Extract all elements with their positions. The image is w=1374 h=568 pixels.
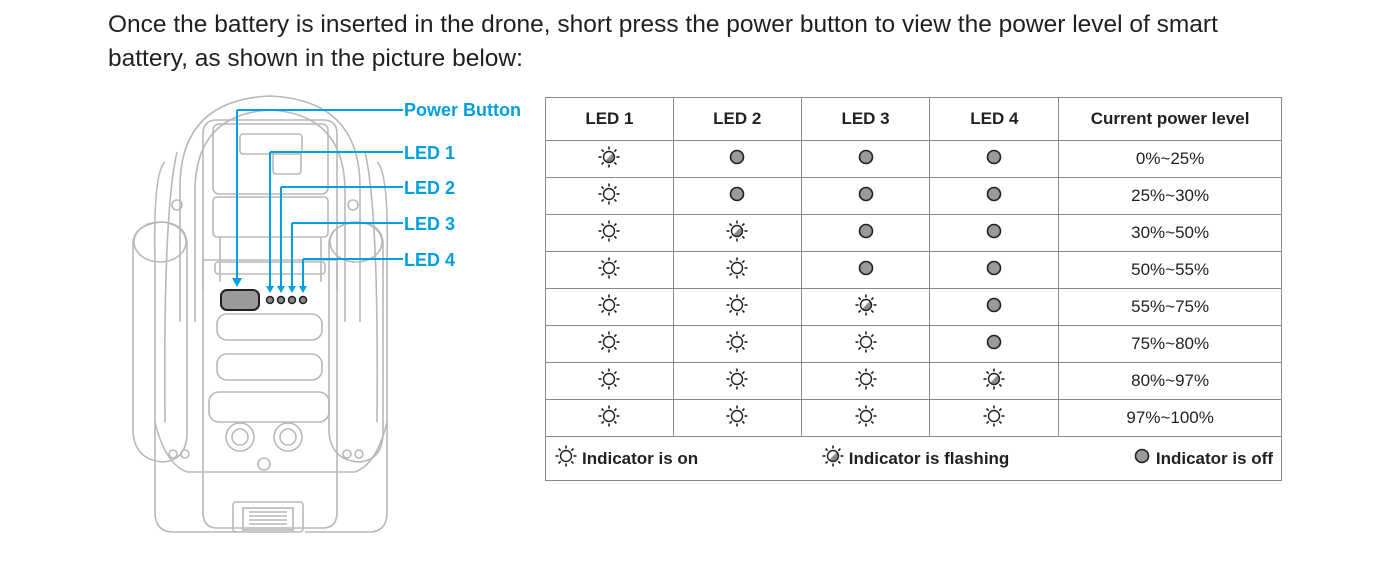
led-flashing-icon (982, 367, 1006, 396)
legend-off-label: Indicator is off (1155, 448, 1273, 468)
led-flashing-icon (597, 145, 621, 174)
led-1-dot (267, 297, 274, 304)
led-on-icon (725, 256, 749, 285)
power-level-cell: 50%~55% (1059, 252, 1282, 289)
led-off-icon (856, 184, 876, 209)
led-1-cell (546, 289, 674, 326)
led-2-cell (673, 326, 801, 363)
power-level-table (545, 97, 1282, 481)
led-on-icon (597, 256, 621, 285)
legend-on (554, 444, 698, 473)
led-2-cell (673, 363, 801, 400)
led-4-cell (930, 141, 1059, 178)
power-level-cell: 75%~80% (1059, 326, 1282, 363)
callout-led-4: LED 4 (404, 250, 456, 270)
led-3-cell (801, 326, 930, 363)
power-level-cell: 0%~25% (1059, 141, 1282, 178)
header-led-2: LED 2 (673, 98, 801, 141)
led-2-cell (673, 289, 801, 326)
led-2-cell (673, 141, 801, 178)
power-level-cell: 25%~30% (1059, 178, 1282, 215)
table-row (546, 363, 1282, 400)
power-button-graphic (221, 290, 259, 310)
header-power-level: Current power level (1059, 98, 1282, 141)
led-on-icon (597, 182, 621, 211)
led-flashing-icon (725, 219, 749, 248)
led-on-icon (597, 404, 621, 433)
led-off-icon (1132, 446, 1152, 471)
led-on-icon (597, 219, 621, 248)
led-2-cell (673, 400, 801, 437)
header-led-3: LED 3 (801, 98, 930, 141)
legend-row (546, 437, 1282, 481)
table-header-row (546, 98, 1282, 141)
led-1-cell (546, 400, 674, 437)
led-on-icon (854, 330, 878, 359)
led-4-cell (930, 215, 1059, 252)
power-level-cell: 30%~50% (1059, 215, 1282, 252)
led-on-icon (597, 293, 621, 322)
led-4-cell (930, 252, 1059, 289)
led-2-dot (278, 297, 285, 304)
header-led-1: LED 1 (546, 98, 674, 141)
led-off-icon (984, 295, 1004, 320)
legend-flashing (821, 444, 1010, 473)
led-4-cell (930, 289, 1059, 326)
led-3-cell (801, 252, 930, 289)
table-row (546, 178, 1282, 215)
led-off-icon (984, 184, 1004, 209)
led-off-icon (984, 147, 1004, 172)
led-4-dot (300, 297, 307, 304)
led-1-cell (546, 326, 674, 363)
led-1-cell (546, 252, 674, 289)
led-off-icon (727, 147, 747, 172)
legend-on-label: Indicator is on (582, 448, 699, 468)
led-on-icon (725, 330, 749, 359)
table-row (546, 326, 1282, 363)
led-4-cell (930, 363, 1059, 400)
drone-battery-illustration (125, 92, 545, 537)
power-level-cell: 97%~100% (1059, 400, 1282, 437)
legend-off (1132, 446, 1273, 471)
callout-led-2: LED 2 (404, 178, 456, 198)
led-on-icon (725, 293, 749, 322)
intro-paragraph: Once the battery is inserted in the drone, short press the power button to view the power level of smart battery, as shown in the picture below: (108, 11, 1218, 72)
led-2-cell (673, 252, 801, 289)
led-1-cell (546, 363, 674, 400)
callout-power-button: Power Button (404, 100, 521, 120)
led-1-cell (546, 141, 674, 178)
led-off-icon (856, 258, 876, 283)
led-4-cell (930, 400, 1059, 437)
table-row (546, 400, 1282, 437)
led-flashing-icon (854, 293, 878, 322)
led-1-cell (546, 215, 674, 252)
led-on-icon (554, 444, 578, 473)
led-2-cell (673, 178, 801, 215)
led-3-cell (801, 400, 930, 437)
header-led-4: LED 4 (930, 98, 1059, 141)
led-4-cell (930, 178, 1059, 215)
led-off-icon (856, 147, 876, 172)
led-2-cell (673, 215, 801, 252)
callout-led-1: LED 1 (404, 143, 456, 163)
led-3-cell (801, 178, 930, 215)
led-3-cell (801, 289, 930, 326)
table-row (546, 141, 1282, 178)
led-on-icon (982, 404, 1006, 433)
led-on-icon (725, 367, 749, 396)
table-row (546, 289, 1282, 326)
power-level-cell: 55%~75% (1059, 289, 1282, 326)
power-level-cell: 80%~97% (1059, 363, 1282, 400)
led-3-cell (801, 141, 930, 178)
led-4-cell (930, 326, 1059, 363)
led-off-icon (984, 258, 1004, 283)
led-on-icon (854, 404, 878, 433)
led-on-icon (854, 367, 878, 396)
led-flashing-icon (821, 444, 845, 473)
led-on-icon (725, 404, 749, 433)
led-off-icon (727, 184, 747, 209)
led-on-icon (597, 367, 621, 396)
led-3-dot (289, 297, 296, 304)
callout-led-3: LED 3 (404, 214, 456, 234)
led-on-icon (597, 330, 621, 359)
led-off-icon (984, 332, 1004, 357)
led-off-icon (984, 221, 1004, 246)
led-3-cell (801, 215, 930, 252)
legend-flashing-label: Indicator is flashing (848, 448, 1010, 468)
table-row (546, 215, 1282, 252)
table-row (546, 252, 1282, 289)
led-3-cell (801, 363, 930, 400)
led-off-icon (856, 221, 876, 246)
led-1-cell (546, 178, 674, 215)
